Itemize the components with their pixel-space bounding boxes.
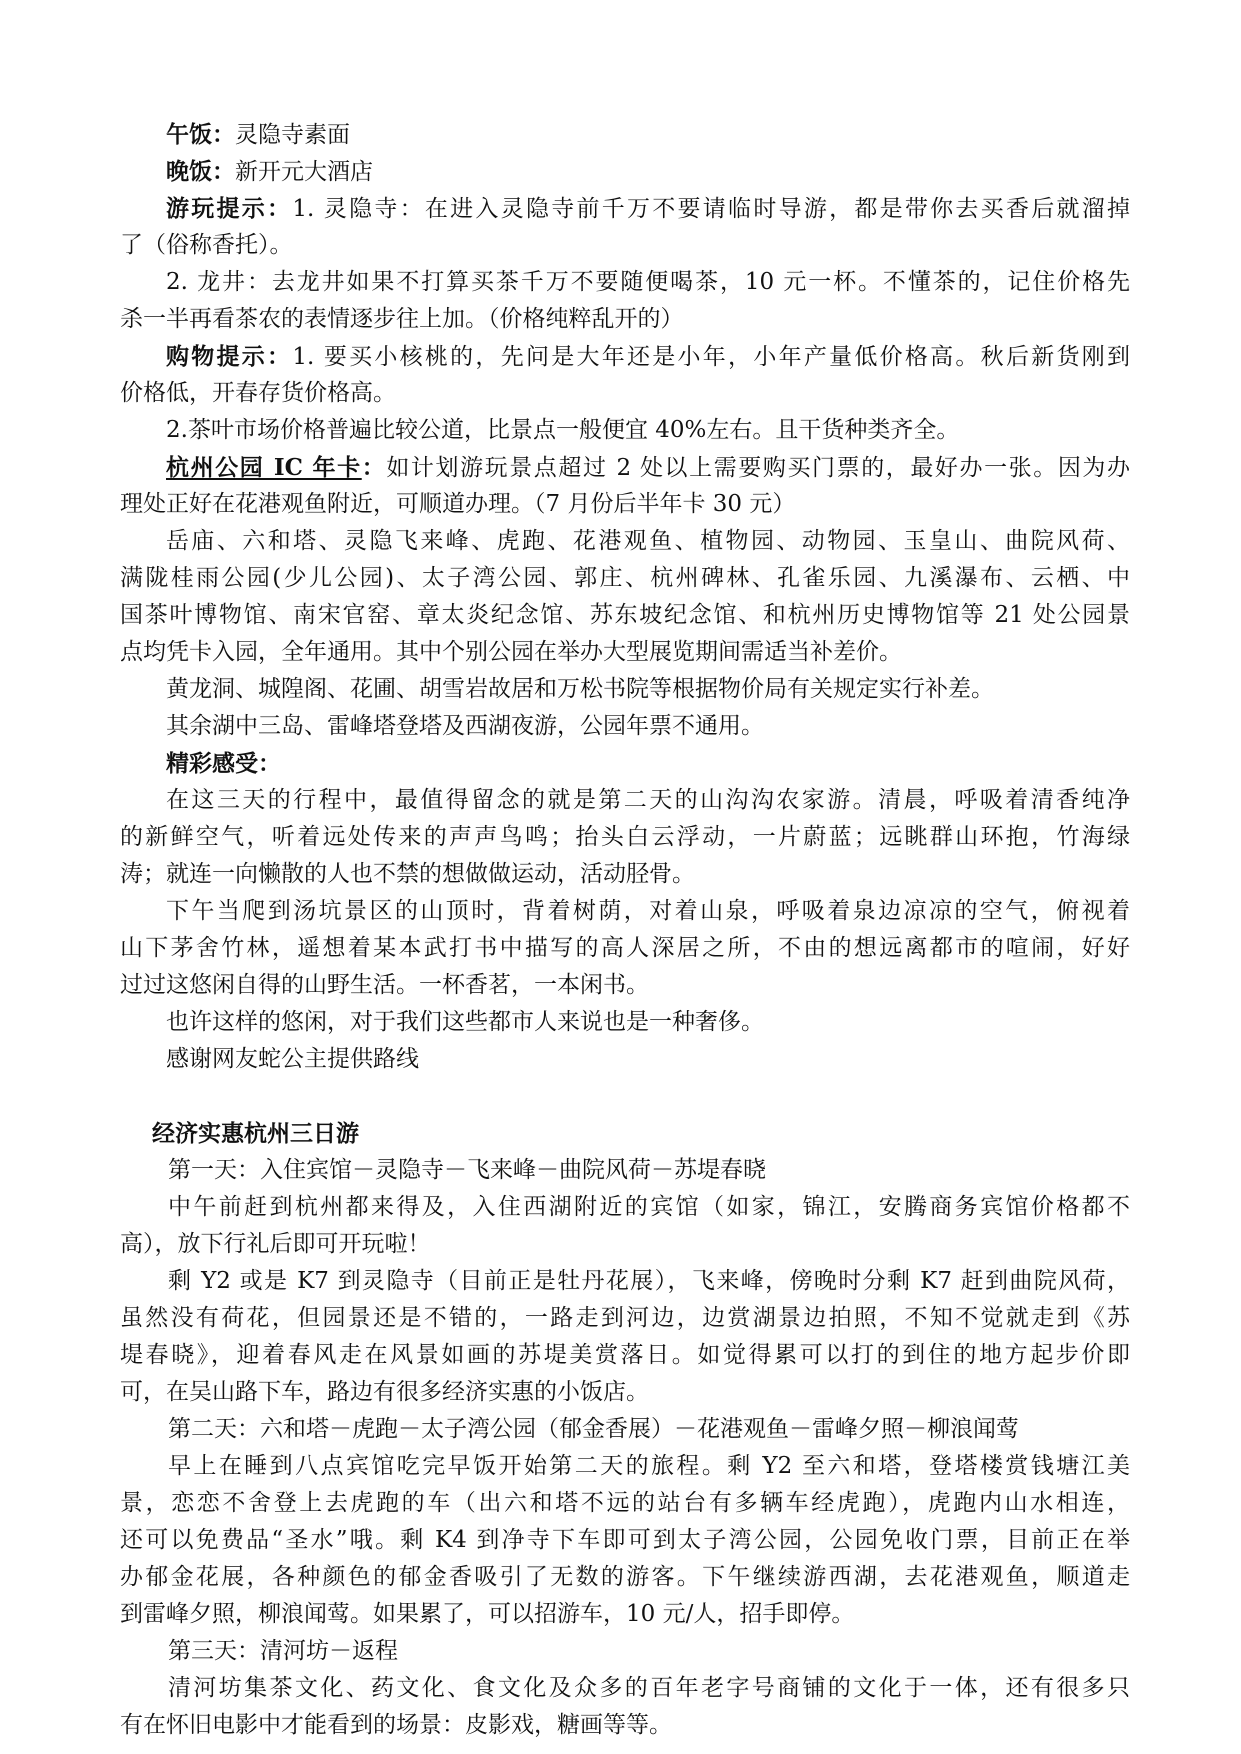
extra-line-1: 黄龙洞、城隍阁、花圃、胡雪岩故居和万松书院等根据物价局有关规定实行补差。 <box>166 676 994 702</box>
tips-label: 游玩提示： <box>166 195 293 222</box>
tips-line-2: 了（俗称香托）。 <box>120 232 293 258</box>
lunch-line <box>120 116 1130 153</box>
dinner-line <box>120 153 1130 190</box>
day1-line-4: 虽然没有荷花，但园景还是不错的，一路走到河边，边赏湖景边拍照，不知不觉就走到《苏 <box>120 1305 1130 1331</box>
dinner-text: 新开元大酒店 <box>235 159 373 185</box>
day1-line-2: 高），放下行礼后即可开玩啦！ <box>120 1231 431 1257</box>
lunch-label: 午饭： <box>166 121 235 148</box>
shop-line-2: 价格低，开春存货价格高。 <box>120 380 396 406</box>
tips-line-3: 2. 龙井：去龙井如果不打算买茶千万不要随便喝茶，10 元一杯。不懂茶的，记住价格先 <box>166 269 1130 295</box>
feel-line-3: 涛；就连一向懒散的人也不禁的想做做运动，活动胫骨。 <box>120 861 695 887</box>
feel-label: 精彩感受： <box>166 750 281 777</box>
feel-line-5: 山下茅舍竹林，遥想着某本武打书中描写的高人深居之所，不由的想远离都市的喧闹，好好 <box>120 935 1130 961</box>
feel-line-4: 下午当爬到汤坑景区的山顶时，背着树荫，对着山泉，呼吸着泉边凉凉的空气，俯视着 <box>166 898 1130 924</box>
shop-line-3: 2.茶叶市场价格普遍比较公道，比景点一般便宜 40%左右。且干货种类齐全。 <box>166 417 960 443</box>
day1-line-6: 可，在吴山路下车，路边有很多经济实惠的小饭店。 <box>120 1379 649 1405</box>
parks-line-2: 满陇桂雨公园(少儿公园)、太子湾公园、郭庄、杭州碑林、孔雀乐园、九溪瀑布、云栖、中 <box>120 565 1130 591</box>
tips-line-4: 杀一半再看茶农的表情逐步往上加。（价格纯粹乱开的） <box>120 306 684 332</box>
parks-line-4: 点均凭卡入园，全年通用。其中个别公园在举办大型展览期间需适当补差价。 <box>120 639 902 665</box>
day2-line-5: 到雷峰夕照，柳浪闻莺。如果累了，可以招游车，10 元/人，招手即停。 <box>120 1601 855 1627</box>
shop-label: 购物提示： <box>166 343 293 370</box>
day2-line-4: 办郁金花展，各种颜色的郁金香吸引了无数的游客。下午继续游西湖，去花港观鱼，顺道走 <box>120 1564 1130 1590</box>
feel-line-7: 也许这样的悠闲，对于我们这些都市人来说也是一种奢侈。 <box>166 1009 764 1035</box>
card-line-2: 理处正好在花港观鱼附近，可顺道办理。（7 月份后半年卡 30 元） <box>120 491 796 517</box>
card-line-1 <box>120 449 1130 486</box>
shop-text: 1. 要买小核桃的，先问是大年还是小年，小年产量低价格高。秋后新货刚到 <box>292 344 1131 370</box>
feel-line-1: 在这三天的行程中，最值得留念的就是第二天的山沟沟农家游。清晨，呼吸着清香纯净 <box>166 787 1130 813</box>
extra-line-2: 其余湖中三岛、雷峰塔登塔及西湖夜游，公园年票不通用。 <box>166 713 764 739</box>
dinner-label: 晚饭： <box>166 158 235 185</box>
tips-text: 1. 灵隐寺：在进入灵隐寺前千万不要请临时导游，都是带你去买香后就溜掉 <box>292 196 1131 222</box>
feel-line-2: 的新鲜空气，听着远处传来的声声鸟鸣；抬头白云浮动，一片蔚蓝；远眺群山环抱，竹海绿 <box>120 824 1130 850</box>
day1-title: 第一天：入住宾馆－灵隐寺－飞来峰－曲院风荷－苏堤春晓 <box>168 1157 766 1183</box>
feel-line-6: 过过这悠闲自得的山野生活。一杯香茗，一本闲书。 <box>120 972 649 998</box>
day2-line-1: 早上在睡到八点宾馆吃完早饭开始第二天的旅程。剩 Y2 至六和塔，登塔楼赏钱塘江美 <box>168 1453 1130 1479</box>
section-title: 经济实惠杭州三日游 <box>152 1120 359 1147</box>
shop-line-1 <box>120 338 1130 375</box>
day1-line-5: 堤春晓》，迎着春风走在风景如画的苏堤美赏落日。如觉得累可以打的到住的地方起步价即 <box>120 1342 1130 1368</box>
day2-title: 第二天：六和塔－虎跑－太子湾公园（郁金香展）－花港观鱼－雷峰夕照－柳浪闻莺 <box>168 1416 1019 1442</box>
thanks-line: 感谢网友蛇公主提供路线 <box>166 1046 419 1072</box>
day3-title: 第三天：清河坊－返程 <box>168 1638 398 1664</box>
tips-line-1 <box>120 190 1130 227</box>
day1-line-1: 中午前赶到杭州都来得及，入住西湖附近的宾馆（如家，锦江，安腾商务宾馆价格都不 <box>168 1194 1130 1220</box>
day3-line-2: 有在怀旧电影中才能看到的场景：皮影戏，糖画等等。 <box>120 1712 672 1738</box>
document-page <box>120 116 1130 1744</box>
card-text: 如计划游玩景点超过 2 处以上需要购买门票的，最好办一张。因为办 <box>386 455 1130 481</box>
day3-line-1: 清河坊集茶文化、药文化、食文化及众多的百年老字号商铺的文化于一体，还有很多只 <box>168 1675 1130 1701</box>
section-gap <box>120 1078 1130 1115</box>
card-label: 杭州公园 IC 年卡 <box>166 454 362 481</box>
parks-line-1: 岳庙、六和塔、灵隐飞来峰、虎跑、花港观鱼、植物园、动物园、玉皇山、曲院风荷、 <box>166 528 1130 554</box>
day2-line-3: 还可以免费品“圣水”哦。剩 K4 到净寺下车即可到太子湾公园，公园免收门票，目前正在举 <box>120 1527 1130 1553</box>
card-colon: ： <box>361 454 387 481</box>
day2-line-2: 景，恋恋不舍登上去虎跑的车（出六和塔不远的站台有多辆车经虎跑），虎跑内山水相连， <box>120 1490 1130 1516</box>
day1-line-3: 剩 Y2 或是 K7 到灵隐寺（目前正是牡丹花展），飞来峰，傍晚时分剩 K7 赶到曲院风荷， <box>168 1268 1130 1294</box>
parks-line-3: 国茶叶博物馆、南宋官窑、章太炎纪念馆、苏东坡纪念馆、和杭州历史博物馆等 21 处公园景 <box>120 602 1130 628</box>
lunch-text: 灵隐寺素面 <box>235 122 350 148</box>
